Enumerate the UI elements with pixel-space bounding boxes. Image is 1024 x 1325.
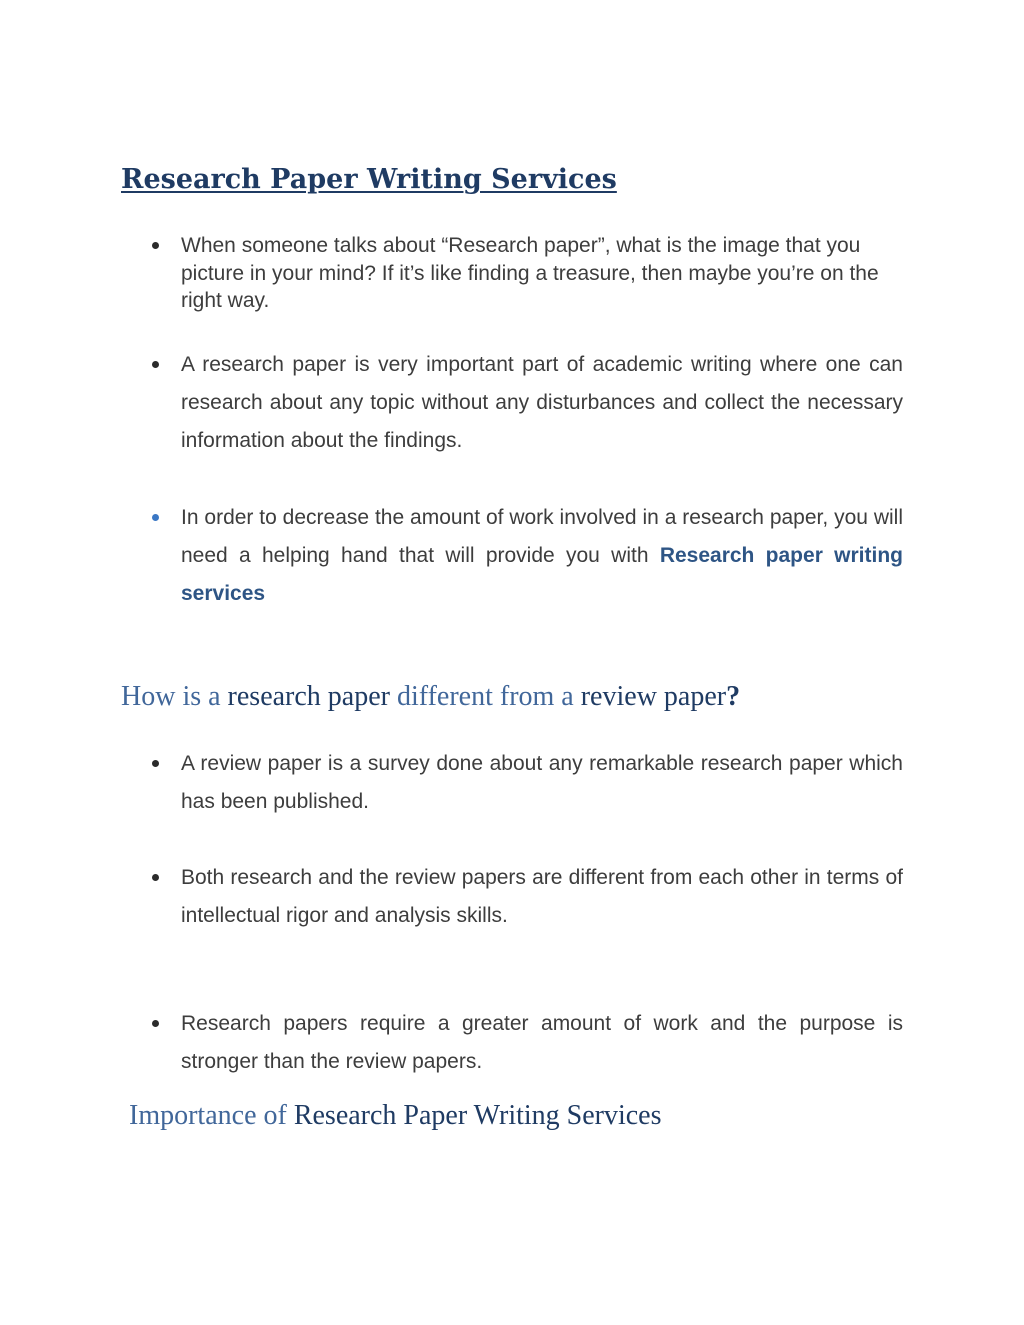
bullet-icon <box>152 760 159 767</box>
bullet-text: A review paper is a survey done about any remarkable research paper which has been published. <box>181 752 903 813</box>
bullet-icon <box>152 874 159 881</box>
bullet-icon <box>152 1020 159 1027</box>
bullet-icon <box>152 242 159 249</box>
research-paper-writing-services-link[interactable]: Research paper writing services <box>181 544 903 605</box>
section-heading-importance: Importance of Research Paper Writing Services <box>129 1100 662 1131</box>
bullet-text: Research papers require a greater amount of work and the purpose is stronger than the review papers. <box>181 1012 903 1073</box>
bullet-text: When someone talks about “Research paper”, what is the image that you picture in your mind? If it’s like finding a treasure, then maybe you’re on the right way. <box>181 234 879 312</box>
section-heading-research-vs-review: How is a research paper different from a review paper? <box>121 681 741 712</box>
list-item <box>181 859 903 935</box>
bullet-text: In order to decrease the amount of work involved in a research paper, you will need a helping hand that will provide you with <box>181 506 903 567</box>
list-item <box>181 232 903 315</box>
bullet-text: A research paper is very important part of academic writing where one can research about any topic without any disturbances and collect the necessary information about the findings. <box>181 353 903 452</box>
list-item <box>181 346 903 460</box>
bullet-icon <box>152 514 159 521</box>
bullet-icon <box>152 361 159 368</box>
bullet-text: Both research and the review papers are different from each other in terms of intellectual rigor and analysis skills. <box>181 866 903 927</box>
list-item <box>181 745 903 821</box>
list-item <box>181 499 903 613</box>
list-item <box>181 1005 903 1081</box>
page-title: Research Paper Writing Services <box>121 164 617 195</box>
